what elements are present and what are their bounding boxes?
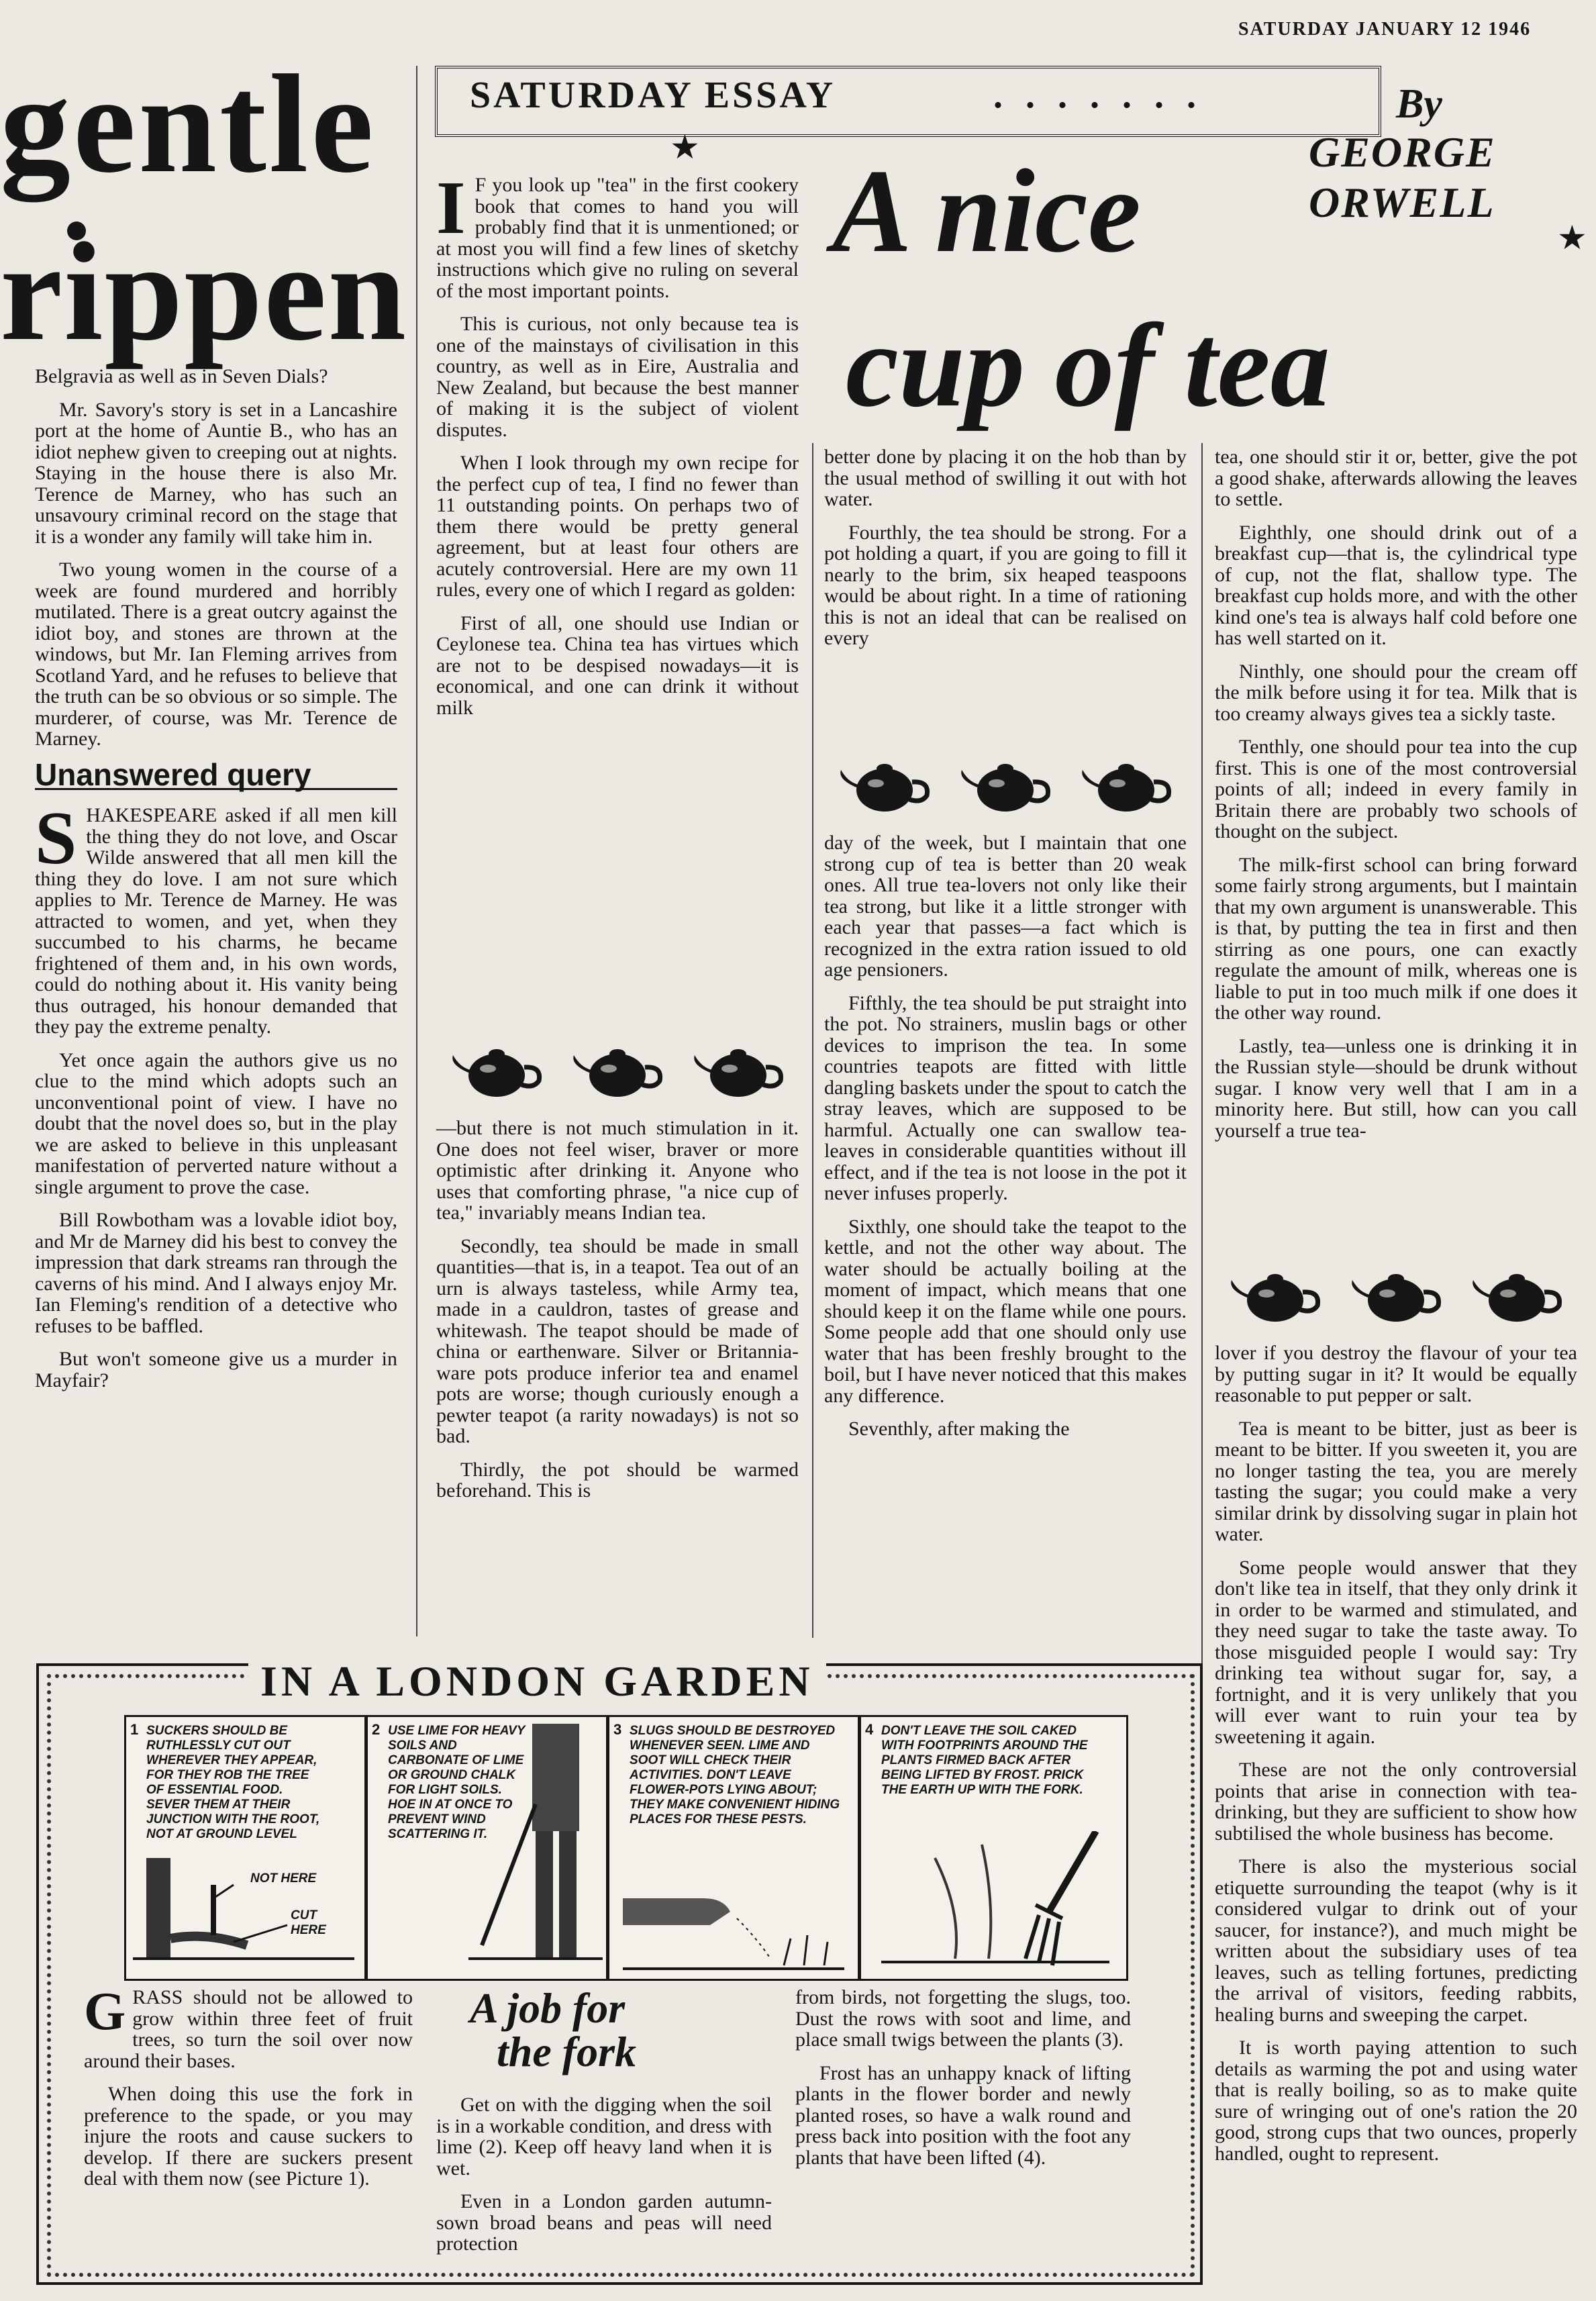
left-para: But won't someone give us a murder in Mayfair? — [35, 1348, 397, 1391]
garden-panel-3 — [607, 1715, 860, 1981]
essay-para: Tenthly, one should pour tea into the cup first. This is one of the most controversial points of all; indeed in every family in Britain there are probably two schools of thought on the subject. — [1215, 736, 1577, 842]
essay-para: This is curious, not only because tea is one of the mainstays of civilisation in this country, as well as in Eire, Australia and New Zealand, but because the best manner of making it is the subject of violent disputes. — [436, 313, 799, 441]
essay-para: better done by placing it on the hob than by the usual method of swilling it out with hot water. — [824, 446, 1187, 510]
garden-column-right — [795, 1987, 1131, 2180]
gardener-illustration — [468, 1724, 603, 1972]
essay-para: It is worth paying attention to such details as warming the pot and using water that is really boiling, so as to make quite sure of wringing out of one's ration the 20 good, strong cups that two ounces, properly handled, ought to represent. — [1215, 2037, 1577, 2165]
left-headline-line1: gentle — [0, 46, 377, 202]
author-last-name: ORWELL — [1309, 179, 1495, 226]
essay-para: Secondly, tea should be made in small quantities—that is, in a teapot. Tea out of an urn is always tasteless, while Army tea, made in a cauldron, tastes of grease and whitewash. The teapot should be made of china or earthenware. Silver or Britannia-ware pots produce inferior tea and enamel pots are worse; though curiously enough a pewter teapot (a rarity nowadays) is not so bad. — [436, 1234, 799, 1447]
essay-para: There is also the mysterious social etiquette surrounding the teapot (why is it considered vulgar to drink out of your saucer, for instance?), and much might be written about the subsidiary uses of tea leaves, such as telling fortunes, predicting the arrival of visitors, feeding rabbits, healing burns and sweeping the carpet. — [1215, 1855, 1577, 2026]
essay-para: When I look through my own recipe for the perfect cup of tea, I find no fewer than 11 outstanding points. On perhaps two of them there would be pretty general agreement, but at least four others are acutely controversial. Here are my own 11 rules, every one of which I regard as golden: — [436, 452, 799, 601]
essay-para: Seventhly, after making the — [848, 1418, 1070, 1440]
panel-number: 3 — [613, 1721, 622, 1738]
teapot-icon — [1466, 1265, 1567, 1326]
hand-sprinkling-illustration — [623, 1871, 844, 1972]
column-rule — [416, 66, 417, 1636]
star-icon: ★ — [1557, 219, 1587, 256]
panel-number: 1 — [130, 1721, 139, 1738]
panel-tag: NOT HERE — [250, 1871, 317, 1886]
tree-root-illustration — [133, 1858, 354, 1972]
essay-para: These are not the only controversial points that arise in connection with tea-drinking, but they are sufficient to show how subtilised the whole business has become. — [1215, 1759, 1577, 1845]
garden-panel-1 — [124, 1715, 366, 1981]
panel-caption: DON'T LEAVE THE SOIL CAKED WITH FOOTPRINTS AROUND THE PLANTS FIRMED BACK AFTER BEING LIFTED BY FROST. PRICK THE EARTH UP WITH THE FORK. — [881, 1724, 1088, 1797]
essay-column-3a — [1215, 446, 1577, 1153]
garden-para: Frost has an unhappy knack of lifting plants in the flower border and newly planted roses, so have a walk round and press back into position with the foot any plants that have been lifted (4). — [795, 2061, 1131, 2169]
panel-number: 2 — [372, 1721, 381, 1738]
essay-para: Thirdly, the pot should be warmed beforehand. This is — [436, 1458, 799, 1502]
teapot-icon — [834, 755, 935, 816]
column-rule — [812, 443, 813, 1638]
essay-para: Fifthly, the tea should be put straight into the pot. No strainers, muslin bags or other devices to imprison the tea. In some countries teapots are fitted with little dangling baskets under the spout to catch the stray leaves, which are supposed to be harmful. Actually one can swallow tea-leaves in considerable quantities without ill effect, and if the tea is not loose in the pot it never infuses properly. — [824, 991, 1187, 1204]
job-headline-line2: the fork — [497, 2028, 636, 2075]
essay-para: Tea is meant to be bitter, just as beer is meant to be bitter. If you sweeten it, you are no longer tasting the tea, you are merely tasting the sugar; you could make a very similar drink by dissolving sugar in plain hot water. — [1215, 1417, 1577, 1545]
essay-title-line1: A nice — [832, 144, 1141, 277]
teapot-icon — [567, 1040, 668, 1101]
essay-para: The milk-first school can bring forward some fairly strong arguments, but I maintain that my own argument is unanswerable. This is that, by putting the tea in first and then stirring as one pours, one can exactly regulate the amount of milk, whereas one is liable to put in too much milk if one does it the other way round. — [1215, 853, 1577, 1024]
essay-title-line2: cup of tea — [846, 299, 1330, 432]
garden-title: IN A LONDON GARDEN — [248, 1657, 826, 1706]
teapot-icon — [446, 1040, 547, 1101]
essay-para: tea, one should stir it or, better, give the pot a good shake, afterwards allowing the leaves to settle. — [1215, 446, 1577, 510]
left-headline-line2: rippen — [0, 214, 408, 370]
garden-para: from birds, not forgetting the slugs, too. Dust the rows with soot and lime, and place small twigs between the plants (3). — [795, 1986, 1131, 2051]
essay-para: F you look up "tea" in the first cookery book that comes to hand you will probably find that it is unmentioned; or at most you will find a few lines of sketchy instructions which give no ruling on several of the most important points. — [436, 174, 799, 302]
essay-column-3b — [1215, 1342, 1577, 2176]
essay-dots: . . . . . . . — [993, 75, 1203, 116]
essay-para: Fourthly, the tea should be strong. For a pot holding a quart, if you are going to fill it nearly to the brim, six heaped teaspoons would be about right. In a time of rationing this is not an ideal that can be realised on every — [824, 521, 1187, 649]
teapot-icon — [1346, 1265, 1446, 1326]
teapot-icon — [688, 1040, 789, 1101]
byline-by: By — [1396, 81, 1442, 127]
garden-dropcap: G — [84, 1982, 126, 2041]
panel-caption: SLUGS SHOULD BE DESTROYED WHENEVER SEEN. LIME AND SOOT WILL CHECK THEIR ACTIVITIES. DON'T LEAVE FLOWER-POTS LYING ABOUT; THEY MAKE CONVENIENT HIDING PLACES FOR THESE PESTS. — [630, 1724, 840, 1826]
teapot-icon — [955, 755, 1056, 816]
garden-column-left — [84, 1982, 413, 2202]
teapot-icon — [1076, 755, 1177, 816]
essay-para: First of all, one should use Indian or Ceylonese tea. China tea has virtues which are not to be despised nowadays—it is economical, and one can drink it without milk — [436, 611, 799, 719]
essay-column-2a — [824, 446, 1187, 661]
essay-label: SATURDAY ESSAY — [470, 75, 836, 116]
left-para: Bill Rowbotham was a lovable idiot boy, and Mr de Marney did his best to convey the impression that dark streams ran through the caverns of his mind. And I always enjoy Mr. Ian Fleming's rendition of a detective who refuses to be baffled. — [35, 1209, 397, 1337]
teapot-divider — [1215, 1259, 1577, 1332]
garden-para: Even in a London garden autumn-sown broad beans and peas will need protection — [436, 2190, 772, 2255]
garden-panel-4 — [859, 1715, 1128, 1981]
teapot-divider — [436, 1034, 799, 1108]
teapot-divider — [824, 748, 1187, 822]
essay-column-1b — [436, 1118, 799, 1514]
left-para: HAKESPEARE asked if all men kill the thing they do not love, and Oscar Wilde answered that all men kill the thing they do love. I am not sure which applies to Mr. Terence de Marney. He was attracted to women, and yet, when they succumbed to his charms, he became frightened of them and, in his own words, could do nothing about it. His vanity being thus outraged, his honour demanded that they pay the extreme penalty. — [35, 804, 397, 1038]
essay-para: Sixthly, one should take the teapot to the kettle, and not the other way about. The water should be actually boiling at the moment of impact, which means that one should keep it on the flame while one pours. Some people add that one should only use water that has been freshly brought to the boil, but I have never noticed that this makes any difference. — [824, 1215, 1187, 1407]
left-subhead: Unanswered query — [35, 765, 397, 791]
essay-para: Eighthly, one should drink out of a breakfast cup—that is, the cylindrical type of cup, not the flat, shallow type. The breakfast cup holds more, and with the other kind one's tea is always half cold before one has well started on it. — [1215, 521, 1577, 649]
essay-para: Ninthly, one should pour the cream off the milk before using it for tea. Milk that is too creamy always gives tea a sickly taste. — [1215, 660, 1577, 725]
essay-column-1a — [436, 166, 799, 730]
essay-para: Some people would answer that they don't like tea in itself, that they only drink it in order to be warmed and stimulated, and they need sugar to take the taste away. To those misguided people I would say: Try drinking tea without sugar for, say, a fortnight, and it is very unlikely that you will ever want to ruin your tea by sweetening it again. — [1215, 1556, 1577, 1748]
left-article-column — [35, 366, 397, 1403]
left-para: Mr. Savory's story is set in a Lancashire port at the home of Auntie B., who has an idiot nephew given to creeping out at nights. Staying in the house there is also Mr. Terence de Marney, who has such an unsavoury criminal record on the stage that it is a wonder any family will take him in. — [35, 398, 397, 548]
teapot-icon — [1225, 1265, 1326, 1326]
essay-para: lover if you destroy the flavour of your tea by putting sugar in it? It would be equally reasonable to put pepper or salt. — [1215, 1342, 1577, 1406]
garden-para: When doing this use the fork in preference to the spade, or you may injure the roots and cause suckers to develop. If there are suckers present deal with them now (see Picture 1). — [84, 2083, 413, 2190]
garden-para: RASS should not be allowed to grow within three feet of fruit trees, so turn the soil over now around their bases. — [84, 1986, 413, 2072]
panel-caption: USE LIME FOR HEAVY SOILS AND CARBONATE OF LIME OR GROUND CHALK FOR LIGHT SOILS. HOE IN AT ONCE TO PREVENT WIND SCATTERING IT. — [388, 1724, 526, 1841]
essay-para: Lastly, tea—unless one is drinking it in the Russian style—should be drunk without sugar. I know very well that I am in a minority here. But still, how can you call yourself a true tea- — [1215, 1034, 1577, 1142]
garden-panel-2 — [366, 1715, 608, 1981]
left-dropcap: S — [35, 797, 77, 880]
left-para: Yet once again the authors give us no clue to the mind which adopts such an unconventional point of view. I have no doubt that the novel does so, but in the play we are asked to believe in this unpleasant manifestation of perverted nature without a single argument to prove the case. — [35, 1048, 397, 1198]
essay-column-2b — [824, 832, 1187, 1452]
essay-dropcap: I — [436, 166, 466, 250]
job-headline-line1: A job for — [470, 1984, 626, 2032]
essay-para: day of the week, but I maintain that one strong cup of tea is better than 20 weak ones. All true tea-lovers not only like their tea strong, but like it a little stronger with each year that passes—a fact which is recognized in the extra ration issued to old age pensioners. — [824, 832, 1187, 981]
left-para: Two young women in the course of a week are found murdered and horribly mutilated. There is a great outcry against the idiot boy, and stones are thrown at the windows, but Mr. Ian Fleming arrives from Scotland Yard, and he refuses to believe that the truth can be so obvious or so simple. The murderer, of course, was Mr. Terence de Marney. — [35, 558, 397, 750]
left-para: Belgravia as well as in Seven Dials? — [35, 365, 328, 387]
panel-tag: CUT HERE — [291, 1908, 326, 1937]
garden-column-middle — [436, 2094, 772, 2267]
garden-para: Get on with the digging when the soil is in a workable condition, and dress with lime (2). Keep off heavy land when it is wet. — [436, 2094, 772, 2180]
fork-in-soil-illustration — [881, 1831, 1109, 1972]
author-first-name: GEORGE — [1309, 128, 1496, 176]
dateline: SATURDAY JANUARY 12 1946 — [1238, 19, 1532, 40]
star-icon: ★ — [670, 128, 700, 166]
essay-para: —but there is not much stimulation in it. One does not feel wiser, braver or more optimistic after drinking it. Anyone who uses that comforting phrase, "a nice cup of tea," invariably means Indian tea. — [436, 1117, 799, 1224]
panel-caption: SUCKERS SHOULD BE RUTHLESSLY CUT OUT WHEREVER THEY APPEAR, FOR THEY ROB THE TREE OF ESSENTIAL FOOD. SEVER THEM AT THEIR JUNCTION WITH THE ROOT, NOT AT GROUND LEVEL — [146, 1724, 320, 1841]
panel-number: 4 — [865, 1721, 874, 1738]
